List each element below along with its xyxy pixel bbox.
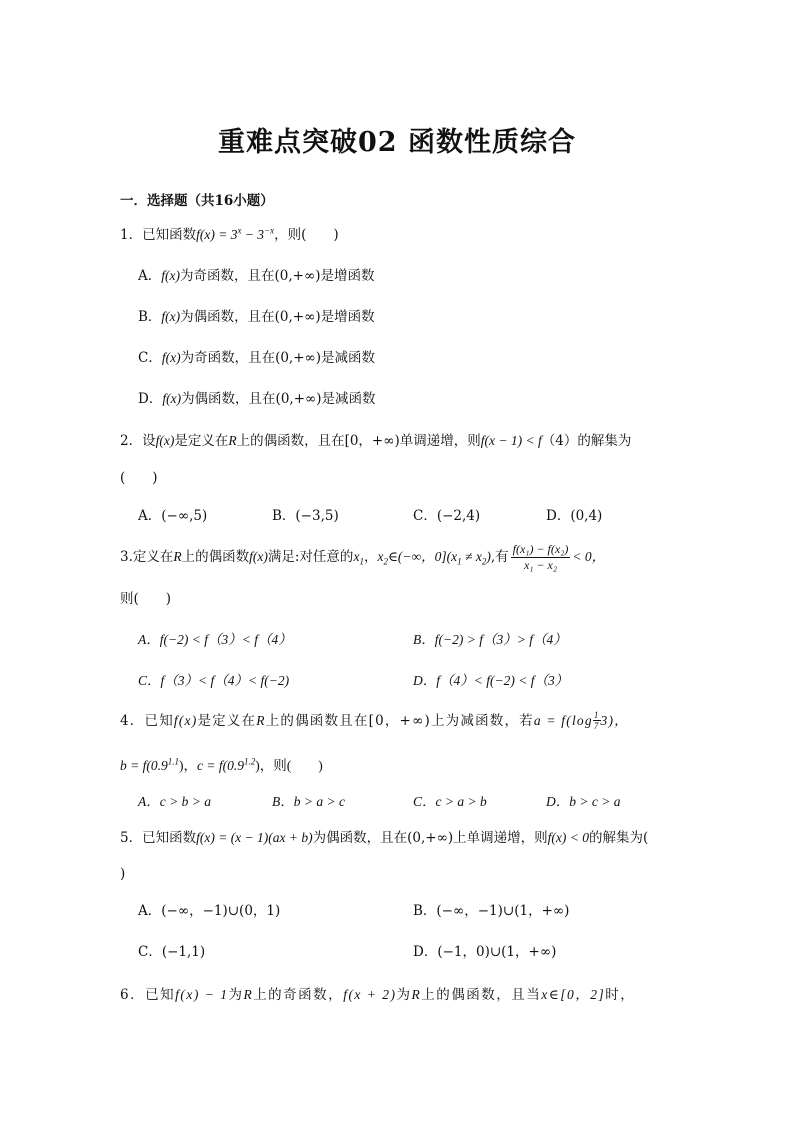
q2-option-c[interactable]: C．(−2,4) bbox=[413, 508, 481, 524]
q5-option-b[interactable]: B．(−∞，−1)∪(1，+∞) bbox=[413, 903, 570, 919]
q6-text-a: 6．已知 bbox=[120, 987, 176, 1003]
q4-log-base bbox=[593, 710, 601, 731]
q5-text-c: 的解集为( bbox=[588, 830, 649, 846]
q2-option-d[interactable]: D．(0,4) bbox=[546, 508, 603, 524]
question-3-stem bbox=[120, 542, 605, 573]
q3-x1 bbox=[353, 549, 364, 567]
q2-option-b[interactable]: B．(−3,5) bbox=[272, 508, 339, 524]
question-6-stem bbox=[120, 986, 635, 1004]
q3-text-c: 满足:对任意的 bbox=[267, 549, 354, 565]
question-4-stem bbox=[120, 710, 629, 731]
q3-cond-mid: ≠ x bbox=[461, 549, 482, 564]
q1-option-c-letter: C． bbox=[138, 350, 162, 366]
q4-c-sup: 1.2 bbox=[243, 756, 256, 767]
q4-log-numerator: 1 bbox=[593, 710, 600, 720]
q4-c-eq: c = f(0.9 bbox=[196, 758, 244, 773]
q5-option-a[interactable]: A．(−∞，−1)∪(0，1) bbox=[138, 903, 281, 919]
q1-option-c-math: f(x) bbox=[161, 350, 181, 365]
q1-option-c-text: 为奇函数，且在(0,+∞)是减函数 bbox=[180, 350, 376, 366]
q4-option-b[interactable]: B．b > a > c bbox=[272, 794, 345, 809]
q6-r: R bbox=[243, 987, 254, 1002]
q5-option-c[interactable]: C．(−1,1) bbox=[138, 944, 206, 960]
q1-option-d-math: f(x) bbox=[162, 391, 182, 406]
q3-x1-sub: 1 bbox=[359, 556, 364, 567]
q4-option-a[interactable]: A．c > b > a bbox=[138, 794, 211, 809]
q5-option-d[interactable]: D．(−1，0)∪(1，+∞) bbox=[413, 944, 557, 960]
q3-comma: ， bbox=[363, 549, 378, 565]
q3-fraction bbox=[511, 542, 571, 573]
q5-cond: f(x) < 0 bbox=[547, 830, 589, 845]
q4-text-c: 上的偶函数且在[0，+∞)上为减函数，若 bbox=[265, 713, 534, 729]
q6-cond: x∈[0，2] bbox=[541, 987, 606, 1002]
q3-fx: f(x) bbox=[249, 549, 268, 564]
q3-option-d[interactable]: D．f（4）< f(−2) < f（3） bbox=[413, 673, 569, 688]
question-1-stem bbox=[120, 226, 339, 244]
q1-option-b-letter: B． bbox=[138, 309, 162, 325]
q3-fraction-numerator: f(x₁) − f(x₂) bbox=[512, 542, 569, 556]
q6-f2: f(x + 2) bbox=[343, 987, 397, 1002]
q2-r: R bbox=[228, 433, 237, 448]
q1-option-d-text: 为偶函数，且在(0,+∞)是减函数 bbox=[181, 391, 376, 407]
q3-fraction-denominator: x₁ − x₂ bbox=[523, 558, 558, 572]
q1-option-b[interactable] bbox=[138, 308, 375, 326]
q3-cond-sub1: 1 bbox=[457, 556, 462, 567]
q4-a-def bbox=[533, 710, 629, 731]
q4-fx: f(x) bbox=[173, 713, 198, 728]
q1-option-a-text: 为奇函数，且在(0,+∞)是增函数 bbox=[179, 268, 375, 284]
page-title: 重难点突破02 函数性质综合 bbox=[218, 127, 576, 158]
q1-option-c[interactable] bbox=[138, 349, 375, 367]
q4-a-end: 3)， bbox=[600, 713, 629, 728]
q3-option-a[interactable]: A．f(−2) < f（3）< f（4） bbox=[138, 632, 292, 647]
q4-option-d[interactable]: D．b > c > a bbox=[546, 794, 621, 809]
q3-x2-var: x bbox=[377, 549, 384, 564]
question-5-stem bbox=[120, 829, 648, 847]
q1-option-a[interactable] bbox=[138, 267, 374, 285]
q4-bc-def bbox=[120, 757, 323, 775]
q3-option-c[interactable]: C．f（3）< f（4）< f(−2) bbox=[138, 673, 290, 688]
q4-text-b: 是定义在 bbox=[197, 713, 257, 729]
q1-option-a-letter: A． bbox=[138, 268, 162, 284]
q4-b-end: )， bbox=[178, 758, 197, 773]
q4-b-sup: 1.1 bbox=[167, 756, 179, 767]
q5-text-a: 5．已知函数 bbox=[120, 830, 197, 846]
q4-option-c[interactable]: C．c > a > b bbox=[413, 794, 487, 809]
q1-formula bbox=[196, 227, 274, 242]
q2-ineq: f(x − 1) < f bbox=[480, 433, 542, 448]
q4-c-end: )，则( ) bbox=[255, 758, 323, 773]
q3-then: 则( ) bbox=[120, 591, 172, 607]
q4-log-denominator: 7 bbox=[593, 721, 600, 731]
section-heading: 一．选择题（共16小题） bbox=[120, 193, 274, 209]
q3-cond-sub2: 2 bbox=[481, 556, 487, 567]
question-2-stem bbox=[120, 432, 631, 450]
q3-text-a: 3.定义在 bbox=[120, 549, 174, 565]
q6-text-c: 上的奇函数， bbox=[253, 987, 344, 1003]
q3-cond: ∈(−∞，0](x bbox=[387, 549, 458, 564]
q2-text-a: 2．设 bbox=[120, 433, 156, 449]
q1-sup2: −x bbox=[264, 225, 275, 236]
q5-close-paren: ) bbox=[120, 866, 126, 882]
q2-answer-paren: ( ) bbox=[120, 470, 158, 486]
q6-text-e: 上的偶函数，且当 bbox=[421, 987, 542, 1003]
q1-option-d-letter: D． bbox=[138, 391, 163, 407]
q1-sup1: x bbox=[237, 225, 242, 236]
q1-text-b: ，则( ) bbox=[274, 227, 339, 243]
q3-x2-sub: 2 bbox=[383, 556, 388, 567]
q6-text-d: 为 bbox=[396, 987, 412, 1003]
q6-text-b: 为 bbox=[228, 987, 244, 1003]
q1-option-d[interactable] bbox=[138, 390, 376, 408]
q3-cond-end: ) bbox=[486, 549, 491, 564]
q6-f1: f(x) − 1 bbox=[175, 987, 229, 1002]
q1-option-b-text: 为偶函数，且在(0,+∞)是增函数 bbox=[180, 309, 375, 325]
q4-text-a: 4．已知 bbox=[120, 713, 174, 729]
q3-text-b: 上的偶函数 bbox=[181, 549, 250, 565]
q2-fx: f(x) bbox=[155, 433, 175, 448]
q3-lt0: < 0， bbox=[572, 549, 606, 564]
q1-option-a-math: f(x) bbox=[161, 268, 180, 283]
q2-option-a[interactable]: A．(−∞,5) bbox=[138, 508, 208, 524]
q1-text-a: 1．已知函数 bbox=[120, 227, 197, 243]
q1-fx: f(x) = 3 bbox=[196, 227, 238, 242]
q2-text-b: 是定义在 bbox=[174, 433, 229, 449]
q3-x1-var: x bbox=[353, 549, 360, 564]
q3-x2-cond bbox=[377, 549, 491, 567]
q1-minus: − 3 bbox=[241, 227, 265, 242]
q4-r: R bbox=[256, 713, 266, 728]
q2-text-d: （4）的解集为 bbox=[541, 433, 632, 449]
q2-text-c: 上的偶函数，且在[0，+∞)单调递增，则 bbox=[236, 433, 481, 449]
q4-b-eq: b = f(0.9 bbox=[120, 758, 168, 773]
q3-have: ,有 bbox=[490, 549, 509, 565]
q3-r: R bbox=[173, 549, 182, 564]
q3-option-b[interactable]: B．f(−2) > f（3）> f（4） bbox=[413, 632, 567, 647]
q1-option-b-math: f(x) bbox=[161, 309, 181, 324]
q6-r2: R bbox=[411, 987, 422, 1002]
q4-a-eq: a = f(log bbox=[533, 713, 593, 728]
q5-fx: f(x) = (x − 1)(ax + b) bbox=[196, 830, 313, 845]
q5-text-b: 为偶函数，且在(0,+∞)上单调递增，则 bbox=[312, 830, 548, 846]
q6-text-f: 时， bbox=[605, 987, 636, 1003]
